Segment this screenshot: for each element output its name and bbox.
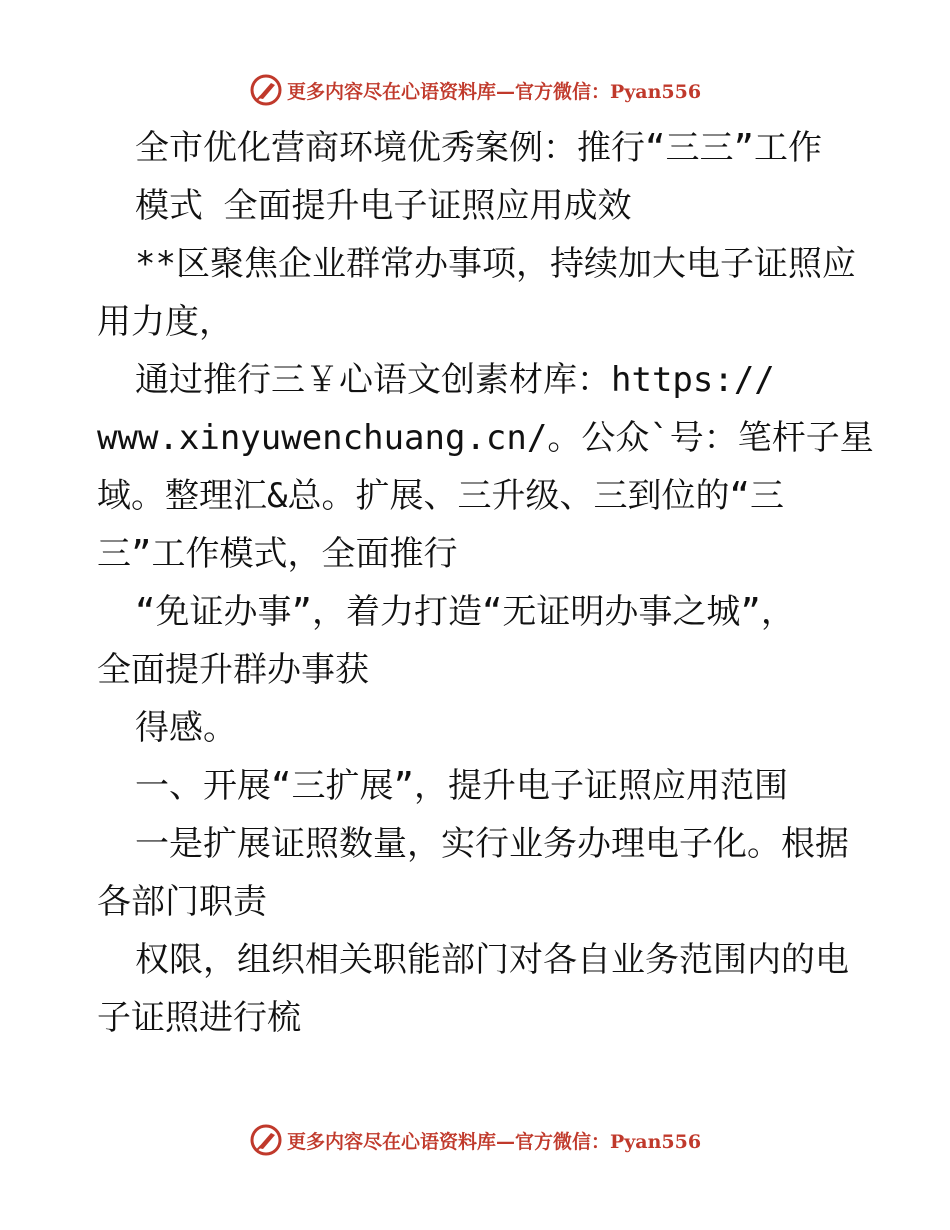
- paragraph-line: www.xinyuwenchuang.cn/。公众`号：笔杆子星: [97, 418, 874, 458]
- paragraph-line: 通过推行三￥心语文创素材库：https://: [135, 360, 775, 400]
- paragraph-line: “免证办事”，着力打造“无证明办事之城”，: [135, 592, 795, 632]
- section-heading: 一、开展“三扩展”，提升电子证照应用范围: [135, 766, 788, 806]
- paragraph-line: 得感。: [135, 708, 237, 748]
- header-banner: [0, 70, 950, 110]
- paragraph-line: 域。整理汇&总。扩展、三升级、三到位的“三: [97, 476, 784, 516]
- footer-banner-text: 更多内容尽在心语资料库—官方微信：Pyan556: [286, 1130, 702, 1153]
- paragraph-line: 全面提升群办事获: [97, 650, 369, 690]
- paragraph-line: 子证照进行梳: [97, 998, 301, 1038]
- quill-pen-logo-icon: [249, 1123, 283, 1157]
- header-banner-text: 更多内容尽在心语资料库—官方微信：Pyan556: [286, 80, 702, 103]
- paragraph-line: 权限，组织相关职能部门对各自业务范围内的电: [135, 940, 849, 980]
- paragraph-line: 一是扩展证照数量，实行业务办理电子化。根据: [135, 824, 849, 864]
- footer-banner: [0, 1120, 950, 1160]
- paragraph-line: **区聚焦企业群常办事项，持续加大电子证照应: [135, 244, 856, 284]
- paragraph-line: 各部门职责: [97, 882, 267, 922]
- quill-pen-logo-icon: [249, 73, 283, 107]
- title-line-2: 模式 全面提升电子证照应用成效: [135, 186, 632, 226]
- paragraph-line: 用力度，: [97, 302, 233, 342]
- paragraph-line: 三”工作模式，全面推行: [97, 534, 458, 574]
- title-line-1: 全市优化营商环境优秀案例：推行“三三”工作: [135, 128, 822, 168]
